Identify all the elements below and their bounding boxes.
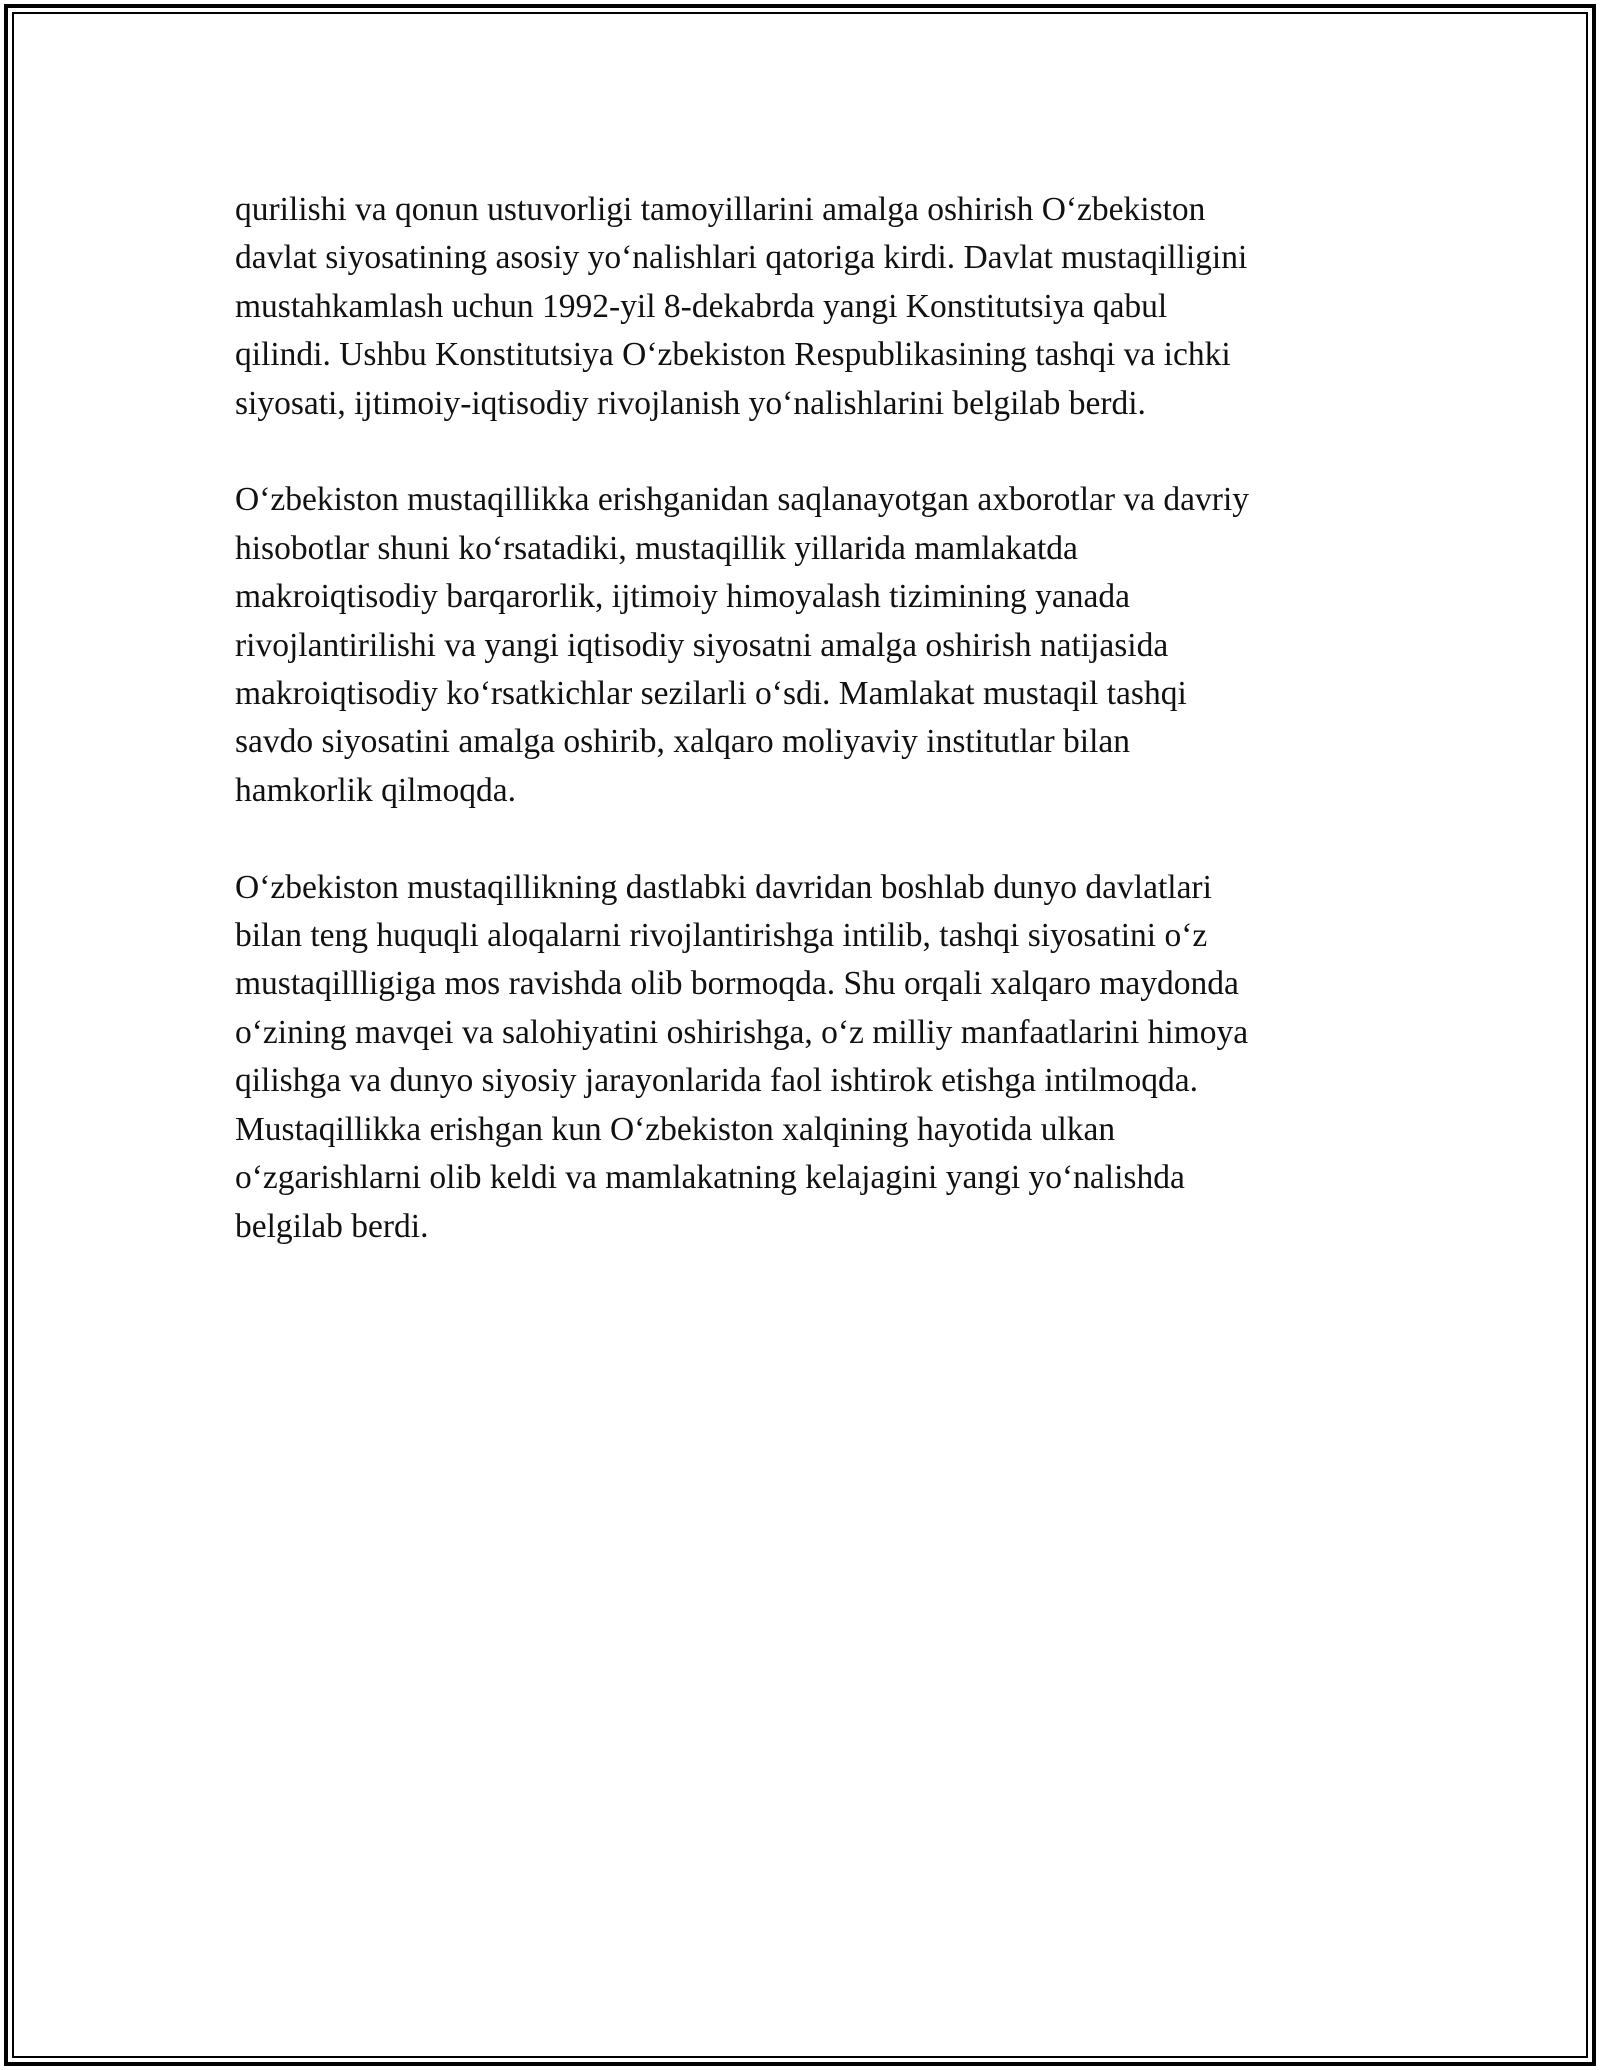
text-line: makroiqtisodiy ko‘rsatkichlar sezilarli o‘sdi. Mamlakat mustaqil tashqi [235,675,1187,713]
text-line: rivojlantirilishi va yangi iqtisodiy siyosatni amalga oshirish natijasida [235,626,1169,664]
text-line: savdo siyosatini amalga oshirib, xalqaro moliyaviy institutlar bilan [235,723,1131,761]
text-line: O‘zbekiston mustaqillikka erishganidan saqlanayotgan axborotlar va davriy [235,481,1250,519]
document-body [235,186,1370,1299]
text-line: qilishga va dunyo siyosiy jarayonlarida faol ishtirok etishga intilmoqda. [235,1062,1198,1100]
text-line: o‘zining mavqei va salohiyatini oshirishga, o‘z milliy manfaatlarini himoya [235,1013,1249,1051]
text-line: davlat siyosatining asosiy yo‘nalishlari qatoriga kirdi. Davlat mustaqilligini [235,239,1248,277]
paragraph-2 [235,476,1370,815]
text-line: mustaqillligiga mos ravishda olib bormoqda. Shu orqali xalqaro maydonda [235,965,1239,1003]
text-line: siyosati, ijtimoiy-iqtisodiy rivojlanish yo‘nalishlarini belgilab berdi. [235,384,1146,422]
text-line: qurilishi va qonun ustuvorligi tamoyillarini amalga oshirish O‘zbekiston [235,191,1206,228]
text-line: o‘zgarishlarni olib keldi va mamlakatning kelajagini yangi yo‘nalishda [235,1159,1185,1197]
text-line: Mustaqillikka erishgan kun O‘zbekiston xalqining hayotida ulkan [235,1110,1116,1148]
text-line: qilindi. Ushbu Konstitutsiya O‘zbekiston Respublikasining tashqi va ichki [235,336,1231,374]
text-line: bilan teng huquqli aloqalarni rivojlantirishga intilib, tashqi siyosatini o‘z [235,917,1208,955]
text-line: makroiqtisodiy barqarorlik, ijtimoiy himoyalash tizimining yanada [235,578,1131,616]
paragraph-1 [235,186,1370,428]
text-line: belgilab berdi. [235,1207,429,1245]
text-line: hisobotlar shuni ko‘rsatadiki, mustaqillik yillarida mamlakatda [235,529,1078,567]
text-line: O‘zbekiston mustaqillikning dastlabki davridan boshlab dunyo davlatlari [235,868,1212,906]
text-line: hamkorlik qilmoqda. [235,771,516,809]
text-line: mustahkamlash uchun 1992-yil 8-dekabrda yangi Konstitutsiya qabul [235,287,1168,325]
paragraph-3 [235,864,1370,1251]
